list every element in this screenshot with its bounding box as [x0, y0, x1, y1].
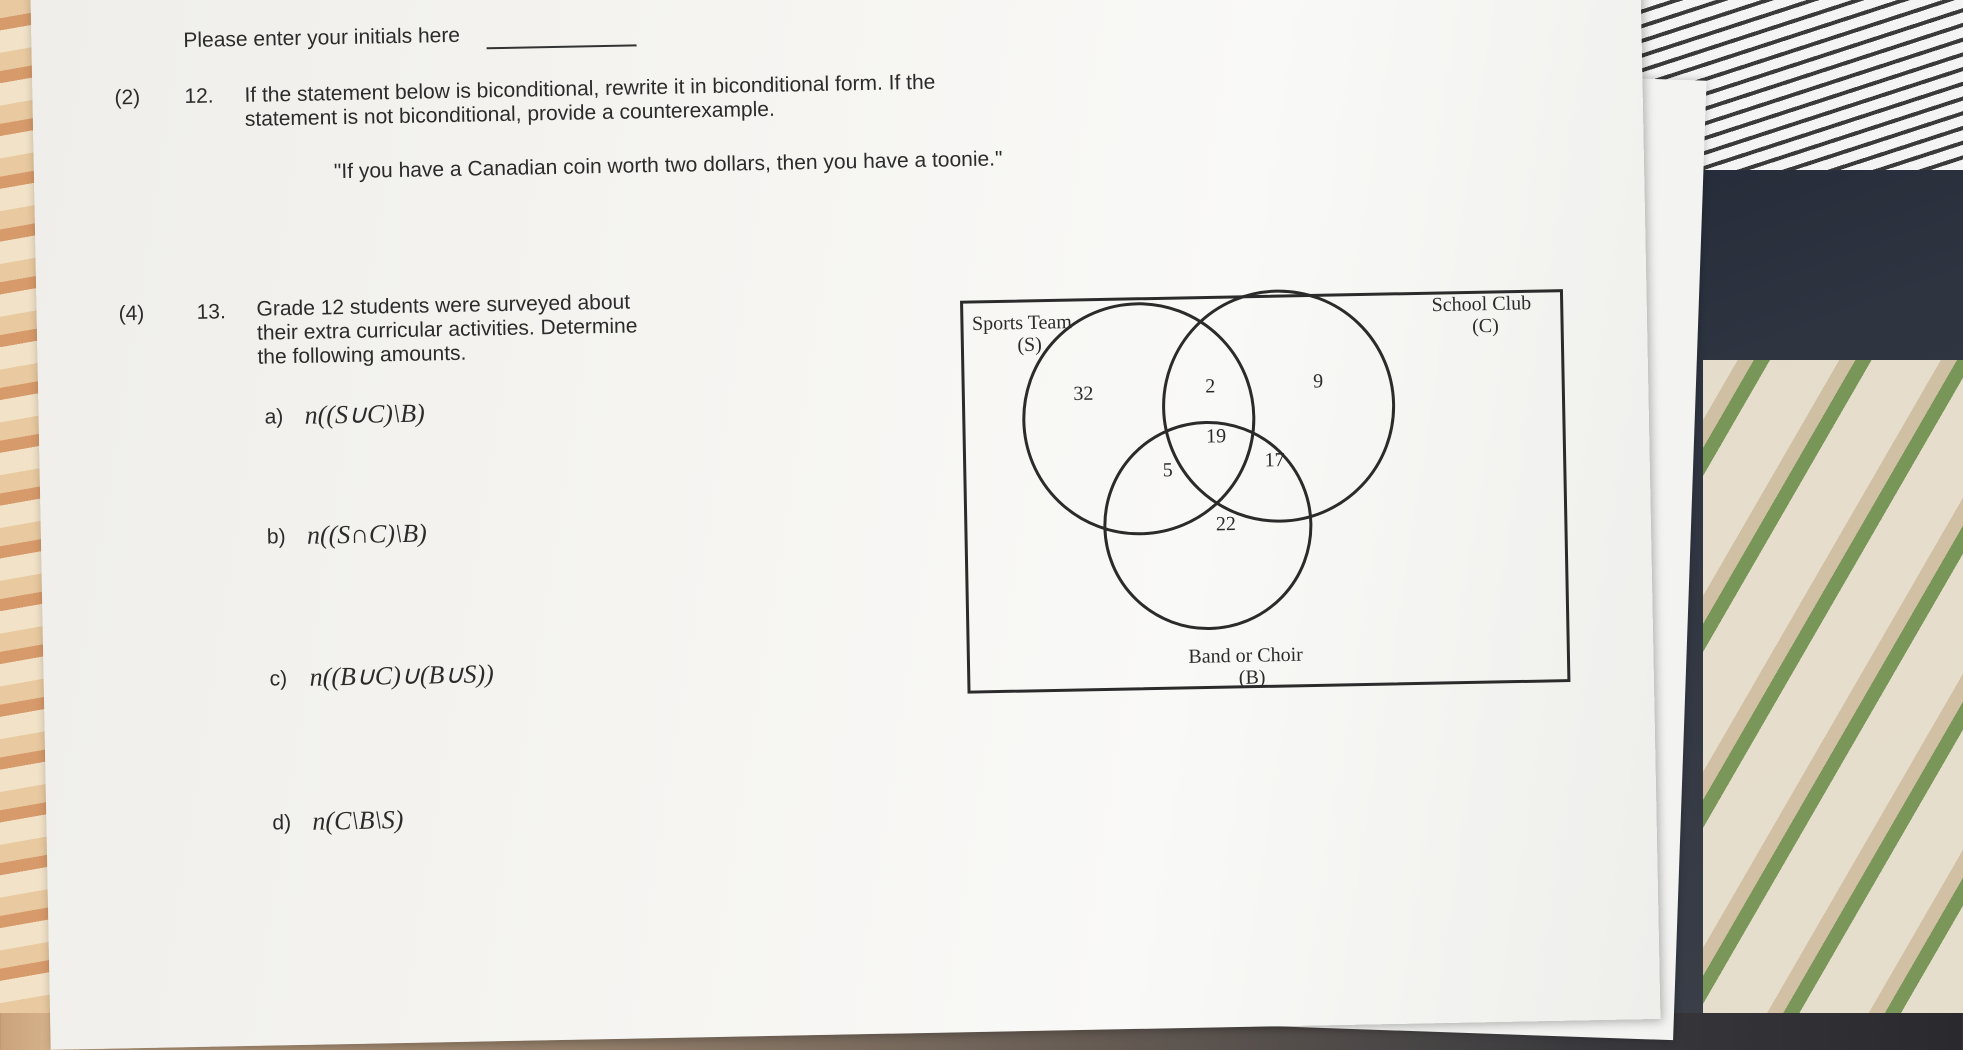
q12-quote: "If you have a Canadian coin worth two dollars, then you have a toonie." [333, 147, 1003, 184]
q13a-label: a) [264, 405, 284, 429]
initials-label: Please enter your initials here [183, 23, 461, 53]
q12-text-line2: statement is not biconditional, provide a counterexample. [244, 97, 776, 131]
q13c-label: c) [269, 667, 288, 691]
q13-text-line1: Grade 12 students were surveyed about [256, 290, 631, 321]
background-fabric-right [1703, 360, 1963, 1013]
region-s-and-b: 5 [1162, 459, 1174, 482]
region-all-three: 19 [1205, 425, 1227, 448]
set-c-symbol: (C) [1471, 314, 1499, 338]
q13-text-line2: their extra curricular activities. Determine [256, 314, 638, 345]
set-s-symbol: (S) [1017, 333, 1043, 357]
universal-set-box [962, 291, 1569, 692]
q13-number: 13. [196, 300, 227, 324]
q13b-expression: n((S∩C)\B) [306, 518, 428, 550]
q13a-expression: n((S∪C)\B) [304, 398, 425, 430]
region-s-only: 32 [1073, 382, 1094, 406]
school-club-circle [1161, 289, 1395, 523]
q12-marks: (2) [114, 85, 141, 110]
venn-diagram [941, 270, 1589, 722]
region-c-and-b: 17 [1264, 449, 1285, 472]
initials-blank [487, 44, 637, 49]
set-s-name: Sports Team [971, 311, 1073, 335]
region-s-and-c: 2 [1205, 375, 1216, 398]
q13-text-line3: the following amounts. [257, 341, 467, 369]
set-c-name: School Club [1431, 292, 1532, 317]
sports-team-circle [1022, 302, 1256, 536]
q12-text-line1: If the statement below is biconditional, rewrite it in biconditional form. If the [244, 70, 936, 107]
region-b-only: 22 [1215, 512, 1237, 536]
q13b-label: b) [266, 525, 286, 549]
q13d-expression: n(C\B\S) [312, 804, 404, 836]
q13d-label: d) [272, 811, 292, 835]
set-b-name: Band or Choir [1188, 643, 1304, 668]
worksheet-page [30, 0, 1660, 1050]
q12-number: 12. [184, 84, 214, 109]
q13-marks: (4) [118, 301, 145, 326]
q13c-expression: n((B∪C)∪(B∪S)) [309, 659, 495, 692]
region-c-only: 9 [1312, 370, 1324, 393]
set-b-symbol: (B) [1238, 666, 1266, 689]
